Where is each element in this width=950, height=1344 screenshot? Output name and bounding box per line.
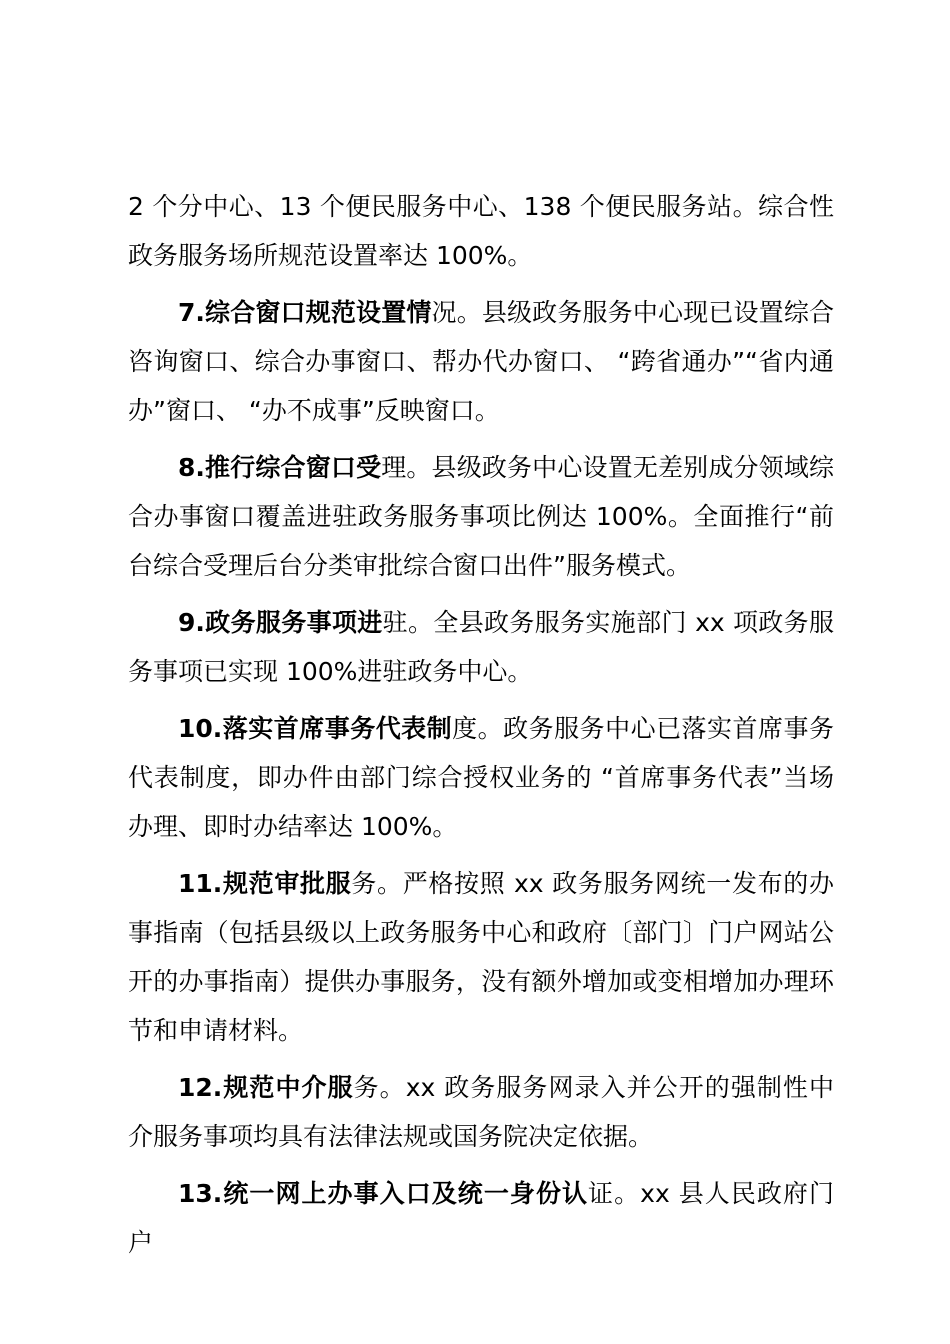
paragraph-11: [128, 859, 834, 1055]
paragraph-8: [128, 443, 834, 590]
paragraph-7: [128, 288, 834, 435]
paragraph-text: 理。县级政务中心设置无差别成分领域综合办事窗口覆盖进驻政务服务事项比例达 100%。全面推行“前台综合受理后台分类审批综合窗口出件”服务模式。: [128, 453, 834, 580]
paragraph-heading: 7.综合窗口规范设置情: [178, 298, 432, 327]
paragraph-heading: 10.落实首席事务代表制: [178, 714, 453, 743]
paragraph-12: [128, 1063, 834, 1161]
paragraph-text: 2 个分中心、13 个便民服务中心、138 个便民服务站。综合性政务服务场所规范设置率达 100%。: [128, 192, 834, 270]
paragraph-continuation: [128, 182, 834, 280]
paragraph-heading: 9.政务服务事项进: [178, 608, 383, 637]
paragraph-9: [128, 598, 834, 696]
paragraph-heading: 11.规范审批服: [178, 869, 352, 898]
paragraph-13: [128, 1169, 834, 1267]
paragraph-heading: 8.推行综合窗口受: [178, 453, 382, 482]
document-body: [128, 182, 834, 1275]
paragraph-text: 务。严格按照 xx 政务服务网统一发布的办事指南（包括县级以上政务服务中心和政府〔部门〕门户网站公开的办事指南）提供办事服务，没有额外增加或变相增加办理环节和申请材料。: [128, 869, 834, 1045]
paragraph-heading: 12.规范中介服: [178, 1073, 354, 1102]
paragraph-heading: 13.统一网上办事入口及统一身份认: [178, 1179, 589, 1208]
paragraph-text: 况。县级政务服务中心现已设置综合咨询窗口、综合办事窗口、帮办代办窗口、 “跨省通办”“省内通办”窗口、 “办不成事”反映窗口。: [128, 298, 834, 425]
paragraph-10: [128, 704, 834, 851]
paragraph-text: 证。xx 县人民政府门户: [128, 1179, 834, 1257]
paragraph-text: 度。政务服务中心已落实首席事务代表制度，即办件由部门综合授权业务的 “首席事务代表”当场办理、即时办结率达 100%。: [128, 714, 834, 841]
paragraph-text: 驻。全县政务服务实施部门 xx 项政务服务事项已实现 100%进驻政务中心。: [128, 608, 834, 686]
paragraph-text: 务。xx 政务服务网录入并公开的强制性中介服务事项均具有法律法规或国务院决定依据。: [128, 1073, 834, 1151]
